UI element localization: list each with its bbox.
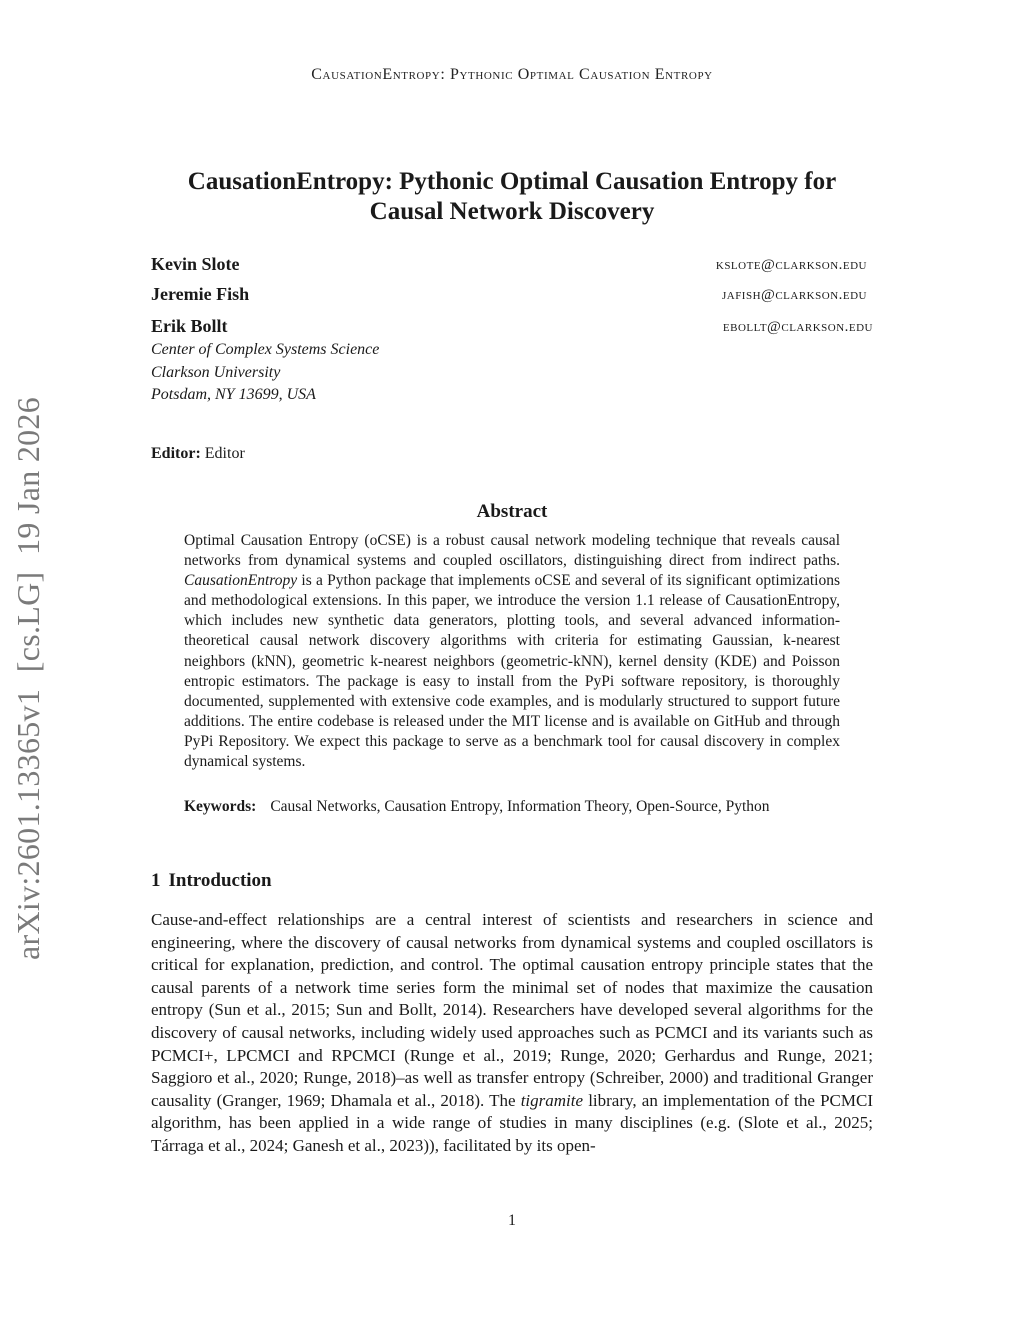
keywords-value: Causal Networks, Causation Entropy, Information Theory, Open-Source, Python [270,798,770,815]
editor-label: Editor: [151,445,201,462]
keywords-label: Keywords: [184,798,257,815]
paper-title [120,167,904,227]
title-line-1: CausationEntropy: Pythonic Optimal Causation Entropy for [187,168,837,195]
author-name: Jeremie Fish [151,284,250,304]
library-name: tigramite [520,1090,584,1110]
package-name: CausationEntropy [184,572,298,590]
section-number: 1 [151,870,161,891]
editor-line [151,445,245,463]
affiliation-line: Center of Complex Systems Science [151,341,380,358]
arxiv-stamp: arXiv:2601.13365v1 [cs.LG] 19 Jan 2026 [10,396,46,960]
abstract-body [184,531,840,772]
affiliation-line: Potsdam, NY 13699, USA [151,386,316,403]
paragraph-text: library, an implementation of the PCMCI algorithm, has been applied in a wide range of studies in many disciplines (e.g. (Slote et al., 2025; Tárraga et al., 2024; Ganesh et al., 2023)), facilitated by its open- [151,1090,873,1155]
section-heading [151,870,272,892]
abstract-text: Optimal Causation Entropy (oCSE) is a robust causal network modeling technique that reveals causal networks from dynamical systems and coupled oscillators, distinguishing direct from indirect paths. [184,532,840,570]
title-line-2: Causal Network Discovery [369,198,655,225]
author-email: jafish@clarkson.edu [721,287,867,303]
editor-value: Editor [204,445,245,462]
author-email: kslote@clarkson.edu [715,257,867,273]
affiliation [151,339,379,407]
affiliation-line: Clarkson University [151,363,281,381]
introduction-paragraph [151,909,873,1158]
abstract-heading: Abstract [476,501,548,522]
paragraph-text: Cause-and-effect relationships are a central interest of scientists and researchers in science and engineering, where the discovery of causal networks from dynamical systems and coupled oscillators is critical for explanation, prediction, and control. The optimal causation entropy principle states that the causal parents of a network time series form the minimal set of nodes that maximize the causation entropy (Sun et al., 2015; Sun and Bollt, 2014). Researchers have developed several algorithms for the discovery of causal networks, including widely used approaches such as PCMCI and its variants such as PCMCI+, LPCMCI and RPCMCI (Runge et al., 2019; Runge, 2020; Gerhardus and Runge, 2021; Saggioro et al., 2020; Runge, 2018)–as well as transfer entropy (Schreiber, 2000) and traditional Granger causality (Granger, 1969; Dhamala et al., 2018). The [151,910,873,1110]
keywords [184,797,840,817]
running-head: CausationEntropy: Pythonic Optimal Causation Entropy [311,66,713,83]
section-title: Introduction [168,870,272,891]
page-number: 1 [508,1212,516,1229]
abstract-text: is a Python package that implements oCSE and several of its significant optimizations and methodological extensions. In this paper, we introduce the version 1.1 release of CausationEntropy, which includes new synthetic data generators, plotting tools, and several advanced information-theoretical causal network discovery algorithms with criteria for estimating Gaussian, k-nearest neighbors (kNN), geometric k-nearest neighbors (geometric-kNN), kernel density (KDE) and Poisson entropic estimators. The package is easy to install from the PyPi software repository, is thoroughly documented, supplemented with extensive code examples, and is modularly structured to support future additions. The entire codebase is released under the MIT license and is available on GitHub and through PyPi Repository. We expect this package to serve as a benchmark tool for causal discovery in complex dynamical systems. [184,572,840,771]
author-name: Erik Bollt [151,316,228,336]
author-email: ebollt@clarkson.edu [722,319,873,335]
author-name: Kevin Slote [151,254,240,274]
